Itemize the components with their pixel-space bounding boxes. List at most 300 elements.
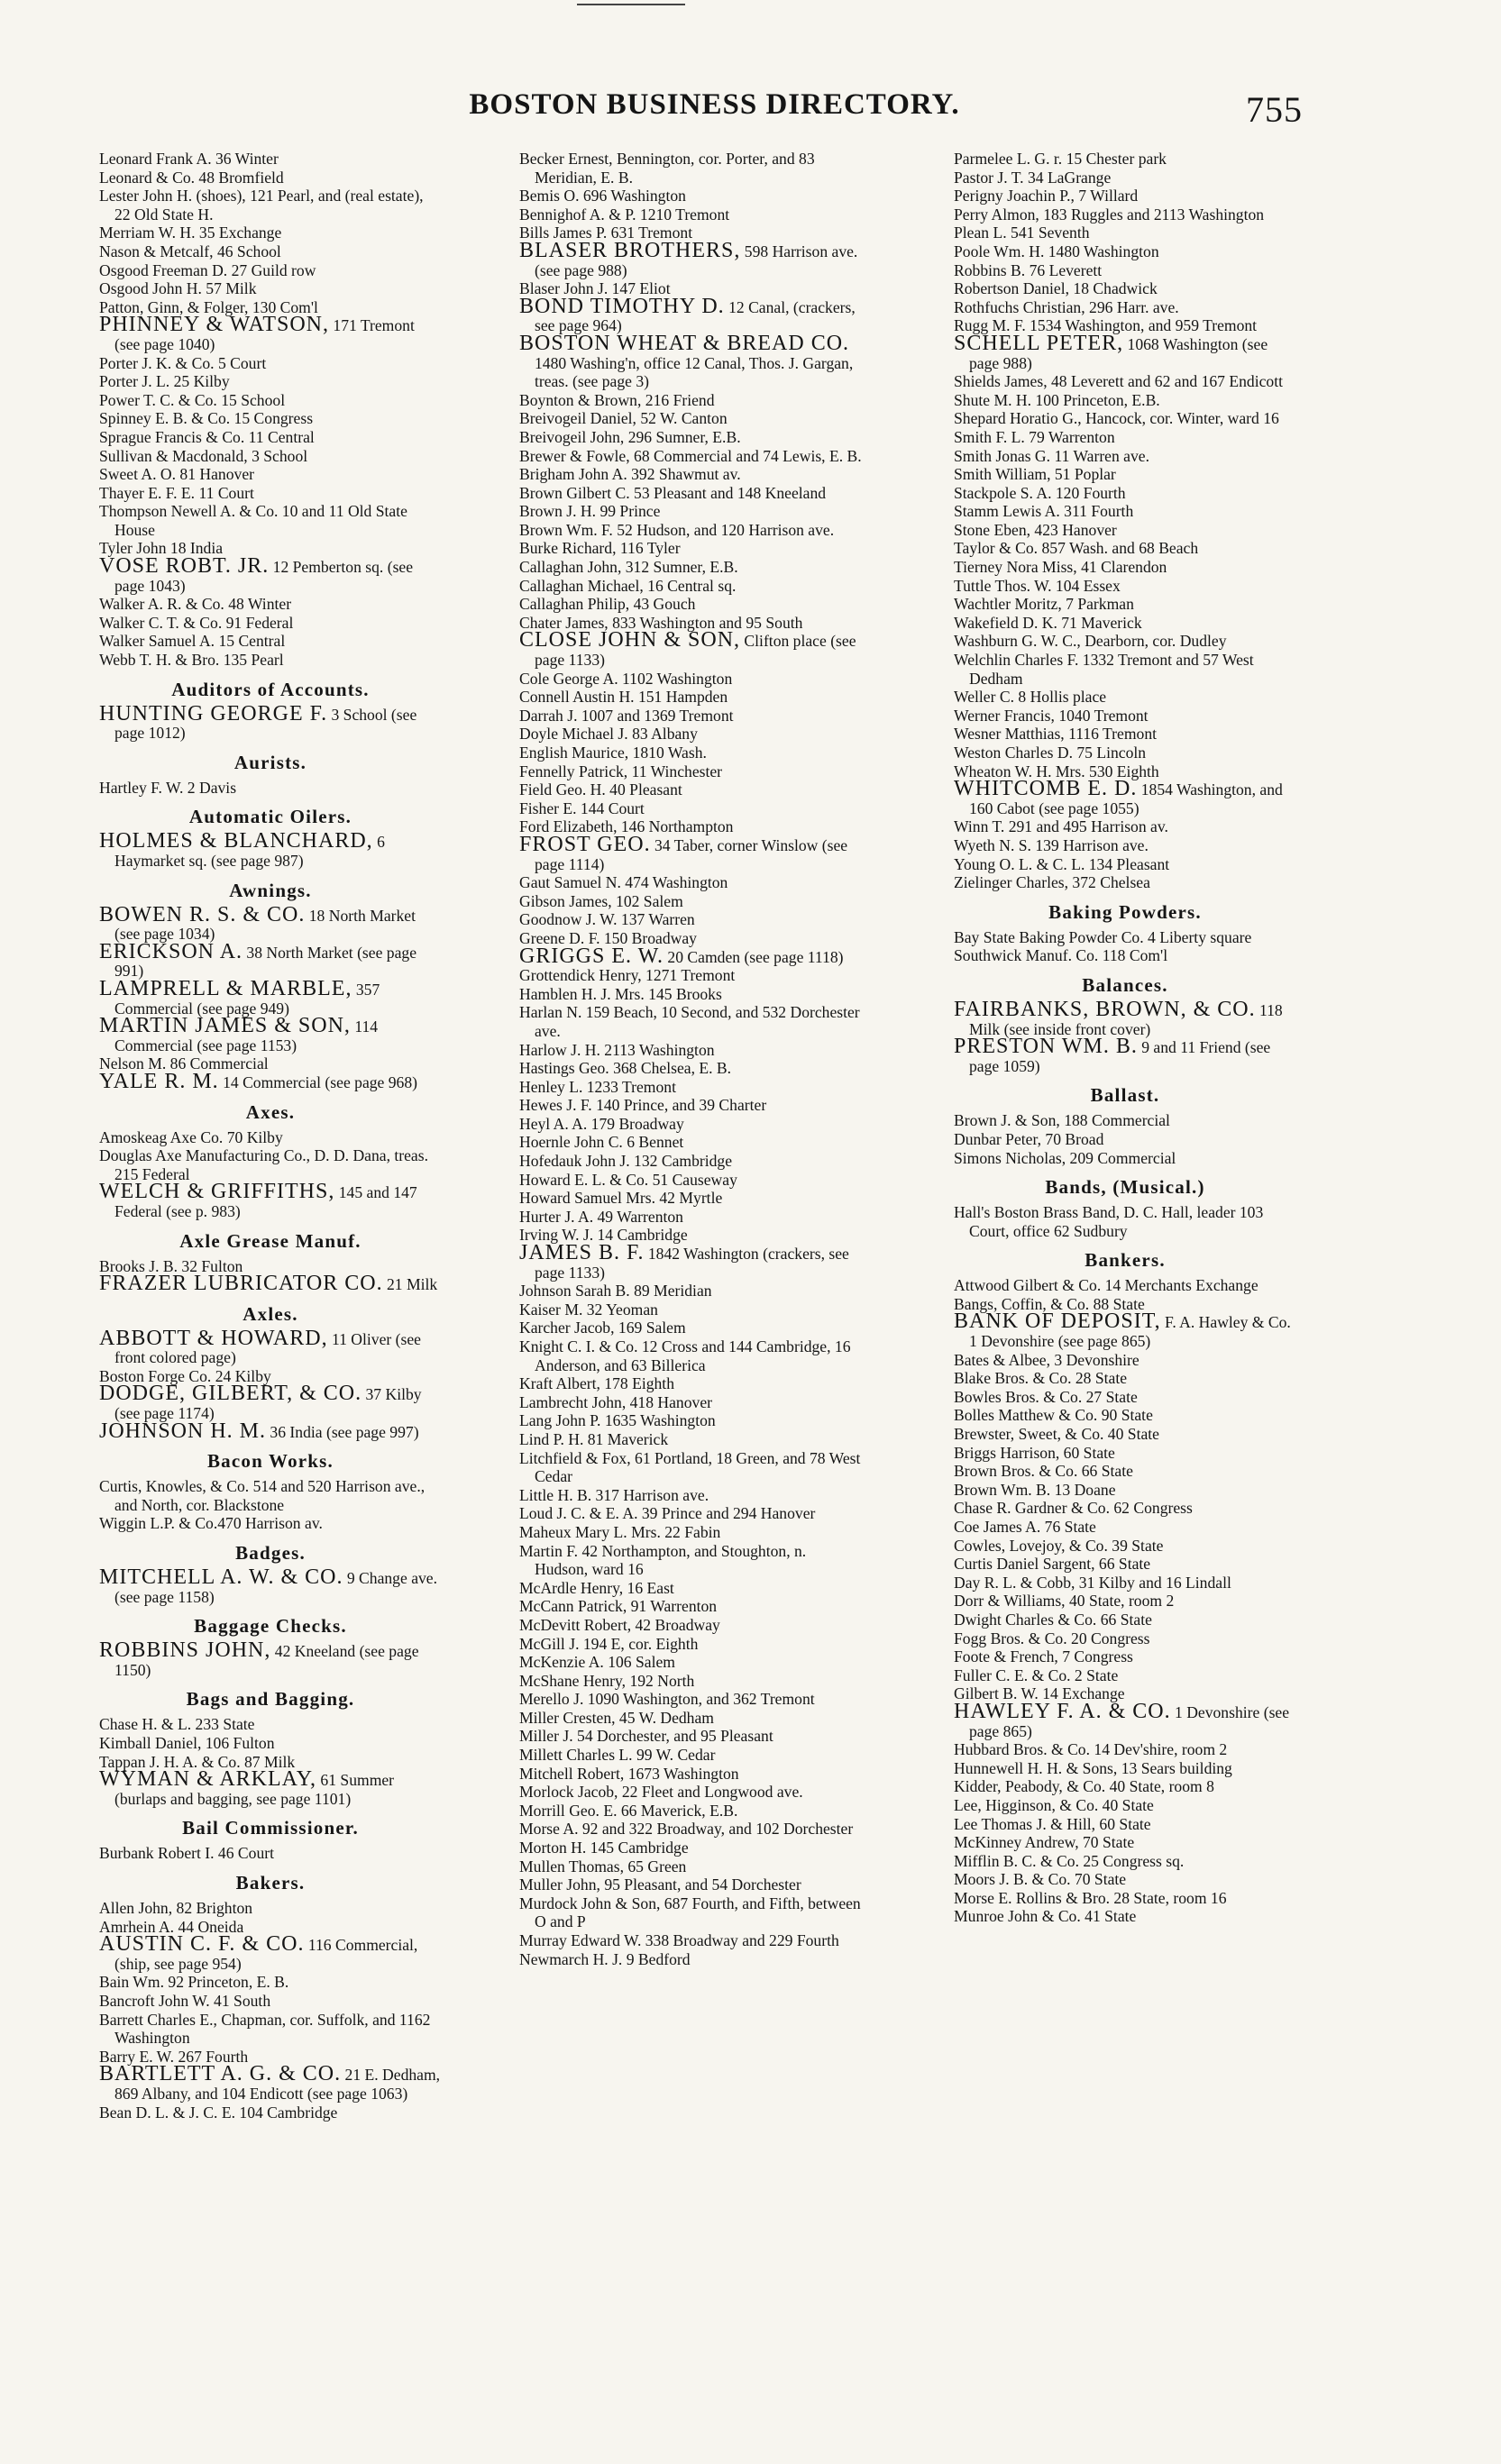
entry-text: Stamm Lewis A. 311 Fourth — [954, 502, 1134, 521]
directory-entry — [519, 1950, 862, 1969]
entry-text: 42 Kneeland (see page 1150) — [114, 1642, 419, 1679]
entry-text: Heyl A. A. 179 Broadway — [519, 1114, 684, 1133]
directory-entry — [99, 224, 442, 242]
entry-text: Thompson Newell A. & Co. 10 and 11 Old State House — [99, 502, 407, 539]
directory-entry — [99, 902, 442, 944]
directory-entry — [519, 1635, 862, 1654]
directory-entry — [519, 1189, 862, 1208]
entry-name: PRESTON WM. B. — [954, 1035, 1138, 1059]
entry-text: Porter J. L. 25 Kilby — [99, 372, 230, 391]
directory-entry — [519, 670, 862, 689]
column-1 — [99, 150, 442, 2122]
directory-entry — [99, 409, 442, 428]
entry-text: Bolles Matthew & Co. 90 State — [954, 1406, 1153, 1425]
directory-entry — [954, 1629, 1296, 1648]
section-heading: Ballast. — [1090, 1084, 1160, 1107]
entry-text: Howard E. L. & Co. 51 Causeway — [519, 1170, 737, 1189]
entry-text: 118 Milk (see inside front cover) — [969, 1000, 1283, 1038]
entry-text: Day R. L. & Cobb, 31 Kilby and 16 Lindall — [954, 1573, 1231, 1592]
entry-text: Leonard & Co. 48 Bromfield — [99, 168, 284, 187]
directory-entry — [99, 1514, 442, 1533]
entry-text: Brown J. & Son, 188 Commercial — [954, 1111, 1170, 1130]
entry-text: Robertson Daniel, 18 Chadwick — [954, 279, 1158, 298]
directory-entry — [99, 1899, 442, 1918]
entry-text: Simons Nicholas, 209 Commercial — [954, 1148, 1176, 1167]
entry-text: Weston Charles D. 75 Lincoln — [954, 744, 1147, 762]
directory-entry — [954, 707, 1296, 726]
entry-text: Shields James, 48 Leverett and 62 and 167 Endicott — [954, 372, 1283, 391]
directory-entry — [519, 409, 862, 428]
entry-text: Chase H. & L. 233 State — [99, 1715, 255, 1734]
entry-text: Brigham John A. 392 Shawmut av. — [519, 465, 741, 484]
directory-entry — [954, 484, 1296, 503]
entry-text: Wheaton W. H. Mrs. 530 Eighth — [954, 762, 1159, 780]
entry-text: Morse E. Rollins & Bro. 28 State, room 16 — [954, 1888, 1227, 1907]
directory-entry — [99, 391, 442, 410]
entry-name: FAIRBANKS, BROWN, & CO. — [954, 997, 1256, 1021]
entry-text: Young O. L. & C. L. 134 Pleasant — [954, 854, 1170, 873]
directory-entry — [519, 1393, 862, 1412]
entry-name: MARTIN JAMES & SON, — [99, 1014, 351, 1038]
directory-entry — [519, 1579, 862, 1598]
section-heading: Baggage Checks. — [194, 1615, 347, 1638]
directory-entry — [519, 1059, 862, 1078]
entry-text: Morlock Jacob, 22 Fleet and Longwood ave. — [519, 1783, 803, 1802]
entry-text: Lambrecht John, 418 Hanover — [519, 1392, 712, 1411]
directory-entry — [519, 892, 862, 911]
entry-text: Curtis, Knowles, & Co. 514 and 520 Harrison ave., and North, cor. Blackstone — [99, 1477, 426, 1514]
entry-text: Smith William, 51 Poplar — [954, 465, 1116, 484]
directory-entry — [99, 150, 442, 169]
directory-entry — [519, 294, 862, 335]
entry-text: Tuttle Thos. W. 104 Essex — [954, 576, 1121, 595]
directory-entry — [954, 1555, 1296, 1574]
entry-name: HAWLEY F. A. & CO. — [954, 1699, 1171, 1723]
entry-text: 61 Summer (burlaps and bagging, see page 1101) — [114, 1771, 395, 1808]
entry-text: Gibson James, 102 Salem — [519, 891, 683, 910]
directory-entry — [99, 614, 442, 633]
entry-text: Osgood John H. 57 Milk — [99, 279, 257, 298]
entry-text: Briggs Harrison, 60 State — [954, 1443, 1115, 1462]
directory-entry — [954, 651, 1296, 688]
entry-text: McGill J. 194 E, cor. Eighth — [519, 1634, 699, 1653]
directory-entry — [954, 1852, 1296, 1871]
entry-text: Litchfield & Fox, 61 Portland, 18 Green, and 78 West Cedar — [519, 1448, 861, 1486]
directory-entry — [99, 502, 442, 539]
entry-name: CLOSE JOHN & SON, — [519, 628, 741, 653]
entry-text: Harlan N. 159 Beach, 10 Second, and 532 Dorchester ave. — [519, 1003, 860, 1040]
entry-name: HOLMES & BLANCHARD, — [99, 829, 373, 853]
directory-entry — [954, 331, 1296, 372]
entry-text: 20 Camden (see page 1118) — [664, 947, 844, 966]
entry-text: McCann Patrick, 91 Warrenton — [519, 1597, 718, 1616]
directory-entry — [954, 279, 1296, 298]
directory-entry — [99, 554, 442, 595]
directory-entry — [519, 484, 862, 503]
entry-text: Callaghan Philip, 43 Gouch — [519, 595, 696, 614]
directory-entry — [99, 1069, 442, 1093]
section-heading: Badges. — [235, 1542, 306, 1565]
entry-text: Tierney Nora Miss, 41 Clarendon — [954, 558, 1167, 577]
section-heading: Axle Grease Manuf. — [179, 1229, 362, 1252]
directory-entry — [519, 1486, 862, 1505]
directory-entry — [954, 595, 1296, 614]
section-heading: Balances. — [1082, 973, 1168, 996]
directory-entry — [99, 2104, 442, 2122]
entry-text: Barry E. W. 267 Fourth — [99, 2047, 249, 2066]
directory-entry — [519, 1783, 862, 1802]
entry-text: 12 Canal, (crackers, see page 964) — [535, 297, 856, 335]
directory-entry — [519, 1374, 862, 1393]
directory-entry — [99, 1382, 442, 1423]
directory-entry — [99, 651, 442, 670]
entry-text: 116 Commercial, (ship, see page 954) — [114, 1936, 418, 1973]
entry-text: Burke Richard, 116 Tyler — [519, 539, 681, 558]
directory-entry — [954, 1310, 1296, 1351]
entry-text: Douglas Axe Manufacturing Co., D. D. Dana, treas. 215 Federal — [99, 1146, 428, 1183]
entry-text: Becker Ernest, Bennington, cor. Porter, and 83 Meridian, E. B. — [519, 150, 815, 187]
entry-text: Bates & Albee, 3 Devonshire — [954, 1350, 1139, 1369]
directory-entry — [954, 1462, 1296, 1481]
directory-entry — [519, 539, 862, 558]
directory-entry — [519, 1319, 862, 1337]
directory-entry — [954, 187, 1296, 205]
entry-text: Henley L. 1233 Tremont — [519, 1077, 676, 1096]
entry-text: Breivogeil Daniel, 52 W. Canton — [519, 409, 728, 428]
directory-entry — [99, 1128, 442, 1147]
directory-entry — [954, 1777, 1296, 1796]
entry-text: Fogg Bros. & Co. 20 Congress — [954, 1629, 1150, 1647]
entry-text: Nelson M. 86 Commercial — [99, 1054, 269, 1073]
entry-text: Hunnewell H. H. & Sons, 13 Sears building — [954, 1758, 1232, 1777]
entry-text: 1480 Washing'n, office 12 Canal, Thos. J. Gargan, treas. (see page 3) — [535, 353, 854, 391]
entry-name: GRIGGS E. W. — [519, 944, 664, 968]
directory-entry — [519, 1300, 862, 1319]
directory-entry — [954, 1444, 1296, 1463]
directory-entry — [99, 1932, 442, 1973]
directory-entry — [99, 313, 442, 353]
entry-text: Breivogeil John, 296 Sumner, E.B. — [519, 427, 741, 446]
entry-text: Ford Elizabeth, 146 Northampton — [519, 817, 734, 836]
directory-entry — [954, 688, 1296, 707]
entry-text: Walker A. R. & Co. 48 Winter — [99, 595, 292, 614]
entry-name: ABBOTT & HOWARD, — [99, 1326, 328, 1350]
entry-text: 1 Devonshire (see page 865) — [969, 1702, 1290, 1740]
entry-name: WHITCOMB E. D. — [954, 777, 1138, 801]
section-heading: Bakers. — [235, 1871, 306, 1894]
directory-entry — [954, 1406, 1296, 1425]
entry-text: Perry Almon, 183 Ruggles and 2113 Washington — [954, 205, 1265, 224]
directory-entry — [99, 779, 442, 798]
directory-entry — [519, 187, 862, 205]
directory-entry — [519, 688, 862, 707]
entry-text: 1842 Washington (crackers, see page 1133) — [535, 1245, 849, 1282]
directory-entry — [99, 1767, 442, 1808]
directory-entry — [519, 1765, 862, 1784]
entry-text: Hurter J. A. 49 Warrenton — [519, 1207, 683, 1226]
entry-name: FROST GEO. — [519, 832, 651, 856]
entry-text: Perigny Joachin P., 7 Willard — [954, 187, 1139, 205]
entry-text: Walker C. T. & Co. 91 Federal — [99, 613, 294, 632]
entry-text: Rothfuchs Christian, 296 Harr. ave. — [954, 297, 1179, 316]
directory-entry — [519, 1931, 862, 1950]
entry-text: Pastor J. T. 34 LaGrange — [954, 168, 1112, 187]
directory-entry — [954, 777, 1296, 817]
entry-text: Hamblen H. J. Mrs. 145 Brooks — [519, 984, 722, 1003]
entry-text: Hastings Geo. 368 Chelsea, E. B. — [519, 1059, 732, 1078]
entry-text: Morrill Geo. E. 66 Maverick, E.B. — [519, 1801, 738, 1820]
entry-text: Fennelly Patrick, 11 Winchester — [519, 762, 723, 780]
entry-name: LAMPRELL & MARBLE, — [99, 976, 352, 1000]
entry-text: Mitchell Robert, 1673 Washington — [519, 1764, 739, 1783]
entry-text: 21 Milk — [382, 1275, 438, 1294]
directory-entry — [954, 242, 1296, 261]
entry-text: Smith Jonas G. 11 Warren ave. — [954, 446, 1150, 465]
entry-text: Welchlin Charles F. 1332 Tremont and 57 West Dedham — [954, 651, 1254, 688]
entry-text: Murray Edward W. 338 Broadway and 229 Fourth — [519, 1931, 839, 1949]
directory-entry — [519, 1241, 862, 1282]
entry-text: Dunbar Peter, 70 Broad — [954, 1129, 1104, 1148]
directory-entry — [519, 1152, 862, 1171]
directory-entry — [519, 725, 862, 744]
directory-entry — [954, 873, 1296, 892]
directory-entry — [954, 1574, 1296, 1592]
entry-text: Irving W. J. 14 Cambridge — [519, 1226, 688, 1245]
entry-text: Lester John H. (shoes), 121 Pearl, and (real estate), 22 Old State H. — [99, 187, 424, 224]
entry-text: Fuller C. E. & Co. 2 State — [954, 1665, 1119, 1684]
entry-name: BOSTON WHEAT & BREAD CO. — [519, 331, 850, 355]
entry-text: Merello J. 1090 Washington, and 362 Tremont — [519, 1690, 815, 1709]
entry-text: Hall's Boston Brass Band, D. C. Hall, leader 103 Court, office 62 Sudbury — [954, 1203, 1264, 1240]
section-heading: Baking Powders. — [1048, 900, 1202, 923]
entry-text: Callaghan John, 312 Sumner, E.B. — [519, 558, 738, 577]
entry-text: Connell Austin H. 151 Hampden — [519, 688, 728, 707]
directory-entry — [954, 1203, 1296, 1240]
directory-entry — [519, 966, 862, 985]
directory-entry — [954, 817, 1296, 836]
entry-text: Moors J. B. & Co. 70 State — [954, 1870, 1127, 1889]
directory-entry — [954, 1518, 1296, 1537]
directory-entry — [954, 928, 1296, 947]
directory-entry — [99, 595, 442, 614]
entry-text: Southwick Manuf. Co. 118 Com'l — [954, 946, 1168, 965]
directory-entry — [99, 2062, 442, 2103]
directory-entry — [954, 1759, 1296, 1778]
entry-text: Leonard Frank A. 36 Winter — [99, 150, 279, 168]
entry-text: Morse A. 92 and 322 Broadway, and 102 Dorchester — [519, 1820, 854, 1839]
directory-entry — [99, 465, 442, 484]
entry-text: 6 Haymarket sq. (see page 987) — [114, 833, 385, 870]
entry-text: Field Geo. H. 40 Pleasant — [519, 780, 682, 799]
directory-entry — [954, 298, 1296, 317]
entry-text: Foote & French, 7 Congress — [954, 1647, 1133, 1666]
directory-entry — [99, 279, 442, 298]
directory-entry — [519, 205, 862, 224]
entry-name: PHINNEY & WATSON, — [99, 313, 330, 337]
directory-entry — [519, 910, 862, 929]
entry-text: Greene D. F. 150 Broadway — [519, 928, 697, 947]
directory-entry — [99, 1180, 442, 1220]
entry-text: Wiggin L.P. & Co.470 Harrison av. — [99, 1514, 323, 1533]
entry-text: Bangs, Coffin, & Co. 88 State — [954, 1294, 1145, 1313]
entry-text: Hartley F. W. 2 Davis — [99, 778, 237, 797]
directory-entry — [519, 762, 862, 781]
entry-text: Webb T. H. & Bro. 135 Pearl — [99, 651, 284, 670]
section-heading: Axles. — [243, 1302, 298, 1325]
entry-text: Lind P. H. 81 Maverick — [519, 1429, 669, 1448]
directory-entry — [519, 1690, 862, 1709]
directory-entry — [954, 1740, 1296, 1759]
directory-entry — [99, 1272, 442, 1296]
directory-entry — [519, 428, 862, 447]
directory-entry — [99, 632, 442, 651]
entry-name: JAMES B. F. — [519, 1241, 645, 1265]
entry-text: Darrah J. 1007 and 1369 Tremont — [519, 706, 734, 725]
entry-name: BOWEN R. S. & CO. — [99, 902, 306, 926]
entry-text: Boston Forge Co. 24 Kilby — [99, 1366, 271, 1385]
column-3 — [954, 150, 1296, 1926]
directory-entry — [519, 1523, 862, 1542]
entry-text: McKenzie A. 106 Salem — [519, 1653, 675, 1672]
directory-entry — [954, 502, 1296, 521]
section-heading: Axes. — [245, 1100, 296, 1123]
directory-entry — [519, 1802, 862, 1821]
entry-text: Porter J. K. & Co. 5 Court — [99, 353, 267, 372]
entry-text: 171 Tremont (see page 1040) — [114, 316, 415, 353]
entry-text: McShane Henry, 192 North — [519, 1671, 695, 1690]
entry-text: Wesner Matthias, 1116 Tremont — [954, 725, 1158, 744]
directory-entry — [954, 1611, 1296, 1629]
entry-text: Brooks J. B. 32 Fulton — [99, 1256, 243, 1275]
directory-entry — [954, 577, 1296, 596]
directory-entry — [99, 447, 442, 466]
directory-entry — [99, 939, 442, 981]
directory-entry — [519, 1133, 862, 1152]
entry-text: Spinney E. B. & Co. 15 Congress — [99, 409, 314, 428]
directory-entry — [954, 465, 1296, 484]
directory-entry — [519, 1542, 862, 1579]
section-heading: Aurists. — [233, 751, 307, 773]
entry-text: Millett Charles L. 99 W. Cedar — [519, 1746, 716, 1765]
directory-entry — [954, 1815, 1296, 1834]
entry-text: 18 North Market (see page 1034) — [114, 906, 416, 944]
entry-name: WELCH & GRIFFITHS, — [99, 1180, 335, 1204]
section-heading: Bankers. — [1085, 1249, 1166, 1272]
directory-entry — [99, 354, 442, 373]
directory-entry — [519, 465, 862, 484]
entry-text: Cole George A. 1102 Washington — [519, 669, 733, 688]
entry-text: Bills James P. 631 Tremont — [519, 224, 693, 242]
entry-text: 14 Commercial (see page 968) — [218, 1072, 418, 1091]
section-heading: Auditors of Accounts. — [171, 678, 370, 700]
entry-text: Tappan J. H. A. & Co. 87 Milk — [99, 1752, 296, 1771]
entry-text: Miller J. 54 Dorchester, and 95 Pleasant — [519, 1727, 773, 1746]
entry-text: Merriam W. H. 35 Exchange — [99, 224, 282, 242]
entry-text: 145 and 147 Federal (see p. 983) — [114, 1183, 417, 1220]
entry-text: Dwight Charles & Co. 66 State — [954, 1610, 1152, 1629]
entry-text: Callaghan Michael, 16 Central sq. — [519, 576, 737, 595]
directory-entry — [519, 1078, 862, 1097]
entry-text: Kaiser M. 32 Yeoman — [519, 1300, 658, 1319]
directory-entry — [954, 1388, 1296, 1407]
entry-text: Lee, Higginson, & Co. 40 State — [954, 1795, 1154, 1814]
directory-entry — [954, 169, 1296, 187]
directory-entry — [519, 391, 862, 410]
directory-entry — [99, 701, 442, 743]
entry-text: Bowles Bros. & Co. 27 State — [954, 1387, 1138, 1406]
entry-text: Plean L. 541 Seventh — [954, 224, 1090, 242]
directory-entry — [519, 628, 862, 670]
page-header — [0, 88, 1501, 133]
directory-entry — [954, 372, 1296, 391]
entry-text: Kidder, Peabody, & Co. 40 State, room 8 — [954, 1777, 1214, 1796]
section-heading: Bail Commissioner. — [182, 1817, 359, 1839]
entry-text: Sweet A. O. 81 Hanover — [99, 465, 254, 484]
entry-text: Brown Wm. F. 52 Hudson, and 120 Harrison ave. — [519, 520, 835, 539]
directory-entry — [954, 1537, 1296, 1556]
directory-entry — [519, 577, 862, 596]
entry-text: Stone Eben, 423 Hanover — [954, 520, 1117, 539]
entry-text: 9 Change ave. (see page 1158) — [114, 1569, 438, 1606]
directory-entry — [99, 1973, 442, 1992]
directory-entry — [954, 1870, 1296, 1889]
directory-entry — [99, 242, 442, 261]
directory-entry — [519, 1672, 862, 1691]
section-heading: Bags and Bagging. — [186, 1688, 355, 1711]
entry-name: VOSE ROBT. JR. — [99, 554, 270, 579]
entry-name: BANK OF DEPOSIT, — [954, 1310, 1161, 1334]
entry-name: AUSTIN C. F. & CO. — [99, 1932, 305, 1957]
directory-entry — [519, 944, 862, 968]
entry-text: 36 India (see page 997) — [266, 1422, 419, 1441]
entry-text: Bennighof A. & P. 1210 Tremont — [519, 205, 730, 224]
directory-entry — [954, 521, 1296, 540]
directory-entry — [519, 1041, 862, 1060]
entry-text: Tyler John 18 India — [99, 539, 224, 558]
entry-text: Winn T. 291 and 495 Harrison av. — [954, 817, 1168, 836]
entry-text: Newmarch H. J. 9 Bedford — [519, 1949, 691, 1968]
entry-text: 37 Kilby (see page 1174) — [114, 1385, 422, 1423]
directory-entry — [519, 1820, 862, 1839]
entry-text: Blake Bros. & Co. 28 State — [954, 1369, 1128, 1388]
directory-entry — [99, 261, 442, 280]
directory-entry — [519, 1337, 862, 1374]
directory-entry — [954, 1889, 1296, 1908]
entry-text: Bancroft John W. 41 South — [99, 1991, 271, 2010]
entry-text: Morton H. 145 Cambridge — [519, 1839, 689, 1857]
entry-text: 114 Commercial (see page 1153) — [114, 1018, 379, 1054]
entry-text: Bemis O. 696 Washington — [519, 187, 686, 205]
entry-text: 11 Oliver (see front colored page) — [114, 1329, 421, 1367]
entry-text: 9 and 11 Friend (see page 1059) — [969, 1038, 1271, 1075]
entry-text: English Maurice, 1810 Wash. — [519, 744, 707, 762]
directory-entry — [954, 205, 1296, 224]
directory-entry — [954, 855, 1296, 874]
directory-entry — [954, 836, 1296, 855]
directory-entry — [519, 1430, 862, 1449]
directory-entry — [954, 1699, 1296, 1740]
entry-name: DODGE, GILBERT, & CO. — [99, 1382, 362, 1406]
directory-entry — [519, 1171, 862, 1190]
entry-text: Loud J. C. & E. A. 39 Prince and 294 Hanover — [519, 1504, 816, 1523]
entry-text: Gaut Samuel N. 474 Washington — [519, 873, 728, 892]
directory-entry — [519, 558, 862, 577]
entry-text: Sprague Francis & Co. 11 Central — [99, 427, 315, 446]
directory-entry — [519, 1411, 862, 1430]
directory-entry — [954, 1351, 1296, 1370]
entry-text: Chater James, 833 Washington and 95 South — [519, 613, 803, 632]
entry-text: Gilbert B. W. 14 Exchange — [954, 1684, 1125, 1703]
